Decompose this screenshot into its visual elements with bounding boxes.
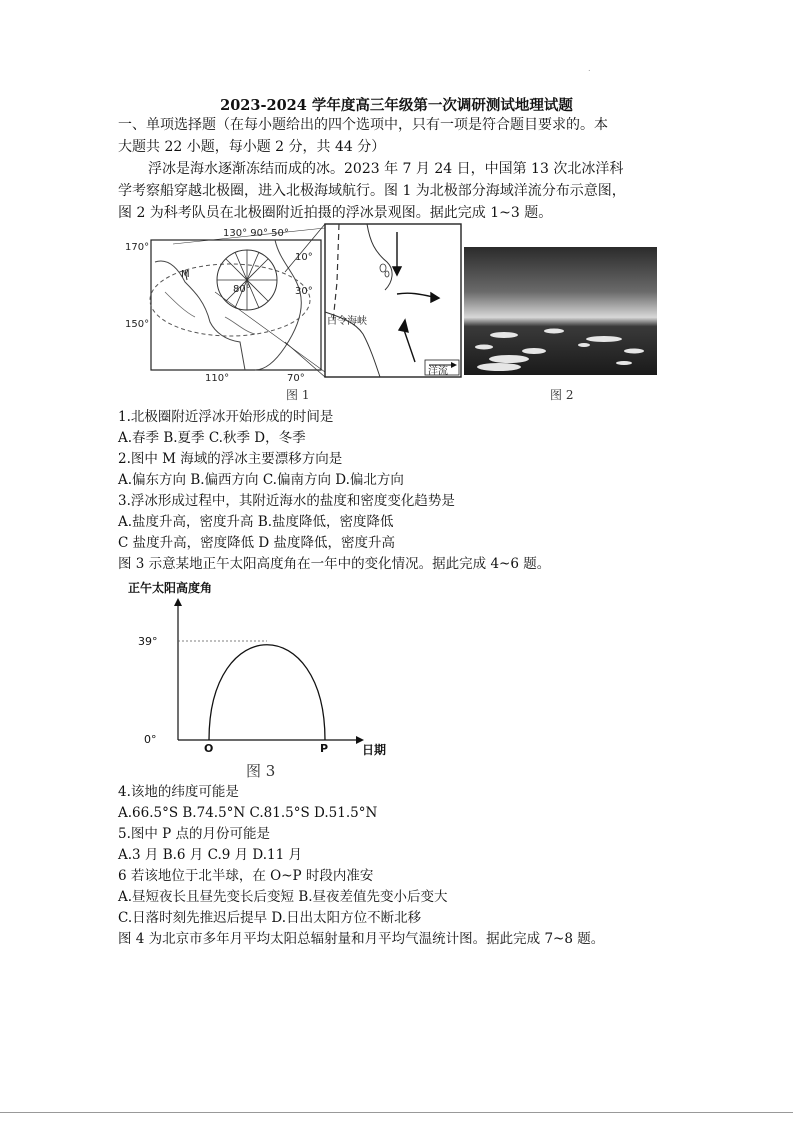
question-3: 3.浮冰形成过程中，其附近海水的盐度和密度变化趋势是 — [118, 493, 455, 509]
y-tick-0: 0° — [144, 733, 157, 746]
x-axis-label: 日期 — [362, 743, 387, 757]
scan-speck: . — [588, 64, 591, 73]
question-3-options-cd: C 盐度升高，密度降低 D 盐度降低，密度升高 — [118, 535, 396, 551]
point-p-label: P — [320, 742, 329, 755]
question-5: 5.图中 P 点的月份可能是 — [118, 826, 271, 842]
point-o-label: O — [204, 742, 214, 755]
question-1: 1.北极圈附近浮冰开始形成的时间是 — [118, 409, 334, 425]
solar-elevation-curve — [209, 645, 325, 740]
figure-3-caption: 图 3 — [246, 762, 276, 780]
lon-70-label: 70° — [287, 373, 305, 384]
figure-3-chart — [122, 578, 402, 783]
strait-zoom-frame — [325, 224, 461, 377]
intro-line3: 图 2 为科考队员在北极圈附近拍摄的浮冰景观图。据此完成 1~3 题。 — [118, 205, 553, 221]
question-2: 2.图中 M 海域的浮冰主要漂移方向是 — [118, 451, 343, 467]
figure-2-caption: 图 2 — [550, 388, 574, 402]
section-heading-line1: 一、单项选择题（在每小题给出的四个选项中，只有一项是符合题目要求的。本 — [118, 117, 608, 133]
section-heading-line2: 大题共 22 小题，每小题 2 分，共 44 分） — [118, 139, 386, 155]
question-6-options-ab: A.昼短夜长且昼先变长后变短 B.昼夜差值先变小后变大 — [118, 889, 448, 905]
figure-4-intro: 图 4 为北京市多年月平均太阳总辐射量和月平均气温统计图。据此完成 7~8 题。 — [118, 931, 605, 947]
lon-30-label: 30° — [295, 286, 313, 297]
m-sea-label: M — [181, 269, 190, 280]
question-2-options: A.偏东方向 B.偏西方向 C.偏南方向 D.偏北方向 — [118, 472, 404, 488]
page-bottom-rule — [0, 1112, 793, 1113]
meridian-lines — [217, 250, 277, 310]
question-3-options-ab: A.盐度升高，密度升高 B.盐度降低，密度降低 — [118, 514, 394, 530]
intro-line1: 浮冰是海水逐渐冻结而成的冰。2023 年 7 月 24 日，中国第 13 次北冰洋科 — [148, 161, 624, 177]
lon-150-label: 150° — [125, 319, 150, 330]
figure-1-caption: 图 1 — [286, 388, 310, 402]
question-5-options: A.3 月 B.6 月 C.9 月 D.11 月 — [118, 847, 303, 863]
figure-1-map — [125, 222, 465, 384]
figure-2-ice-photo — [464, 247, 657, 375]
question-6: 6 若该地位于北半球，在 O~P 时段内准安 — [118, 868, 374, 884]
lon-110-label: 110° — [205, 373, 230, 384]
question-4: 4.该地的纬度可能是 — [118, 784, 239, 800]
page-title: 2023-2024 学年度高三年级第一次调研测试地理试题 — [220, 97, 573, 114]
question-6-options-cd: C.日落时刻先推迟后提早 D.日出太阳方位不断北移 — [118, 910, 422, 926]
y-tick-39: 39° — [138, 635, 158, 648]
intro-line2: 学考察船穿越北极圈，进入北极海域航行。图 1 为北极部分海域洋流分布示意图， — [118, 183, 626, 199]
question-1-options: A.春季 B.夏季 C.秋季 D，冬季 — [118, 430, 306, 446]
chart-ylabel: 正午太阳高度角 — [128, 581, 213, 595]
lon-170-label: 170° — [125, 242, 150, 253]
lat-80-label: 80° — [233, 284, 251, 295]
lon-10-label: 10° — [295, 252, 313, 263]
figure-3-intro: 图 3 示意某地正午太阳高度角在一年中的变化情况。据此完成 4~6 题。 — [118, 556, 551, 572]
question-4-options: A.66.5°S B.74.5°N C.81.5°S D.51.5°N — [118, 805, 378, 821]
strait-label: 白令海峡 — [327, 316, 367, 327]
legend-label: 洋流 — [428, 366, 448, 377]
top-lon-labels: 130° 90° 50° — [223, 228, 289, 239]
